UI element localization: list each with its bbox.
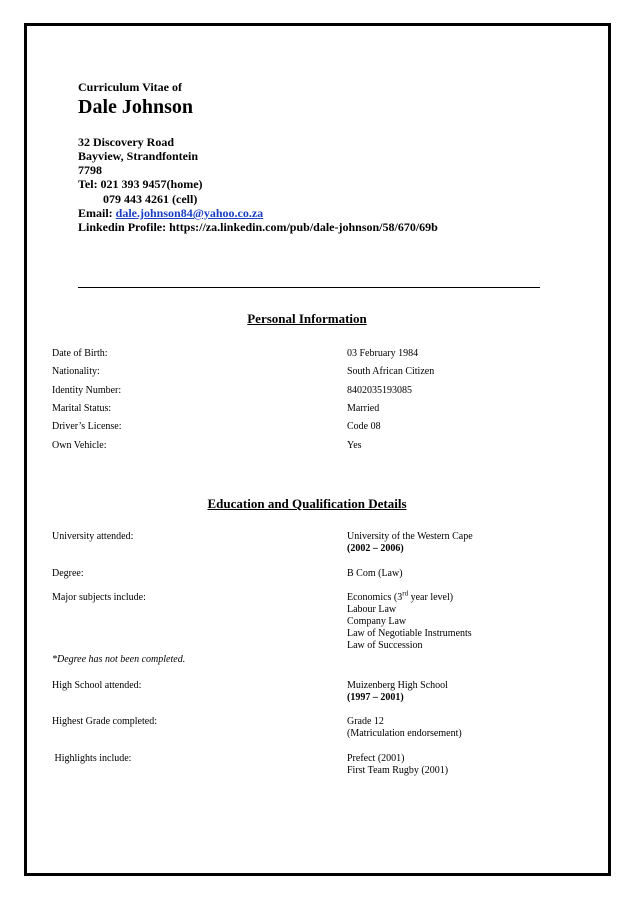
dob-label: Date of Birth:: [52, 348, 108, 359]
id-number-label: Identity Number:: [52, 385, 122, 396]
highlights-list: [347, 753, 448, 777]
email-label: Email:: [78, 206, 116, 220]
education-heading: Education and Qualification Details: [207, 496, 407, 511]
email-link[interactable]: dale.johnson84@yahoo.co.za: [115, 206, 264, 220]
degree-value: B Com (Law): [347, 568, 403, 579]
highschool-label: High School attended:: [52, 680, 142, 691]
subject-item: Law of Succession: [347, 640, 423, 651]
marital-status-label: Marital Status:: [52, 403, 112, 414]
tel-cell: 079 443 4261 (cell): [103, 192, 198, 206]
degree-note: *Degree has not been completed.: [52, 654, 186, 665]
postal-code: 7798: [78, 163, 102, 177]
subjects-label: Major subjects include:: [52, 592, 146, 603]
nationality-label: Nationality:: [52, 366, 100, 377]
address-line-1: 32 Discovery Road: [78, 135, 174, 149]
linkedin-profile: Linkedin Profile: https://za.linkedin.com/pub/dale-johnson/58/670/69b: [78, 220, 438, 234]
university-name: University of the Western Cape: [347, 531, 473, 542]
grade-value: [347, 716, 462, 740]
degree-label: Degree:: [52, 568, 84, 579]
highlights-label: Highlights include:: [52, 753, 132, 764]
nationality-value: South African Citizen: [347, 366, 435, 377]
personal-info-heading: Personal Information: [247, 311, 367, 326]
address-line-2: Bayview, Strandfontein: [78, 149, 199, 163]
own-vehicle-value: Yes: [347, 440, 362, 451]
id-number-value: 8402035193085: [347, 385, 412, 396]
highschool-years: (1997 – 2001): [347, 692, 404, 703]
drivers-license-value: Code 08: [347, 421, 381, 432]
university-value: [347, 531, 473, 555]
subject-item: Company Law: [347, 616, 407, 627]
university-years: (2002 – 2006): [347, 543, 404, 554]
email-line: [78, 206, 263, 220]
own-vehicle-label: Own Vehicle:: [52, 440, 107, 451]
cv-title: Curriculum Vitae of: [78, 80, 182, 94]
subjects-list: [347, 589, 472, 652]
highlight-item: First Team Rugby (2001): [347, 765, 449, 776]
grade-note: (Matriculation endorsement): [347, 728, 462, 739]
marital-status-value: Married: [347, 403, 380, 414]
candidate-name: Dale Johnson: [78, 96, 194, 118]
highlight-item: Prefect (2001): [347, 753, 405, 764]
subject-item: Labour Law: [347, 604, 397, 615]
highschool-name: Muizenberg High School: [347, 680, 448, 691]
dob-value: 03 February 1984: [347, 348, 419, 359]
header-divider: [78, 287, 540, 288]
subject-item: Economics (3rd year level): [347, 589, 454, 603]
drivers-license-label: Driver’s License:: [52, 421, 122, 432]
university-label: University attended:: [52, 531, 134, 542]
grade-label: Highest Grade completed:: [52, 716, 157, 727]
grade-level: Grade 12: [347, 716, 384, 727]
tel-home: Tel: 021 393 9457(home): [78, 177, 203, 191]
highschool-value: [347, 680, 448, 704]
subject-item: Law of Negotiable Instruments: [347, 628, 472, 639]
